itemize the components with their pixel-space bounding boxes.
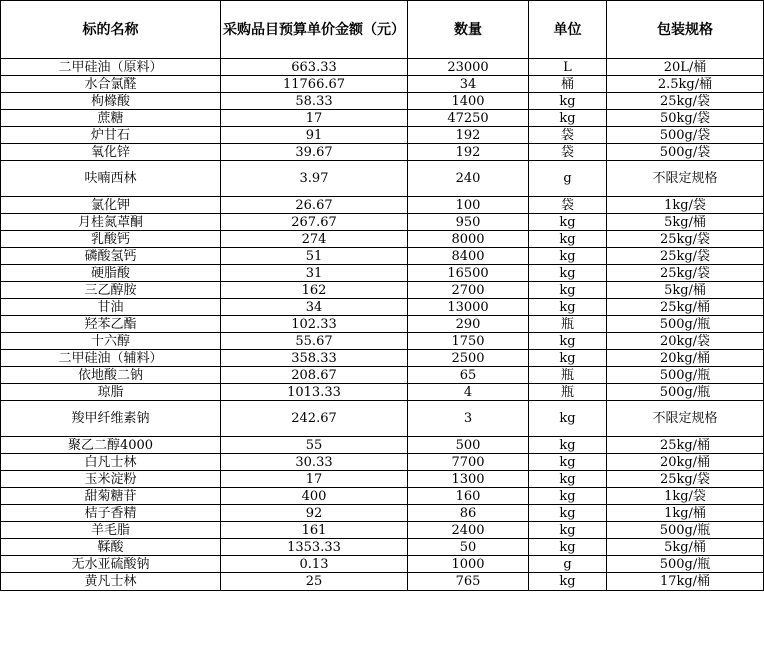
header-quantity: 数量 [408, 1, 529, 59]
packaging-cell: 25kg/桶 [607, 299, 764, 316]
quantity-cell: 765 [408, 573, 529, 591]
packaging-cell: 500g/瓶 [607, 367, 764, 384]
item-name-cell: 三乙醇胺 [1, 282, 221, 299]
packaging-cell: 25kg/袋 [607, 248, 764, 265]
packaging-cell: 25kg/桶 [607, 437, 764, 454]
item-name-cell: 白凡士林 [1, 454, 221, 471]
packaging-cell: 5kg/桶 [607, 282, 764, 299]
packaging-cell: 不限定规格 [607, 401, 764, 437]
table-row [1, 231, 764, 248]
unit-price-cell: 161 [221, 522, 408, 539]
unit-cell: 桶 [529, 76, 607, 93]
unit-cell: kg [529, 214, 607, 231]
item-name-cell: 乳酸钙 [1, 231, 221, 248]
table-row [1, 471, 764, 488]
packaging-cell: 17kg/桶 [607, 573, 764, 591]
quantity-cell: 86 [408, 505, 529, 522]
table-row [1, 299, 764, 316]
quantity-cell: 8400 [408, 248, 529, 265]
packaging-cell: 20kg/袋 [607, 333, 764, 350]
item-name-cell: 羊毛脂 [1, 522, 221, 539]
packaging-cell: 25kg/袋 [607, 93, 764, 110]
unit-price-cell: 3.97 [221, 161, 408, 197]
quantity-cell: 1750 [408, 333, 529, 350]
item-name-cell: 磷酸氢钙 [1, 248, 221, 265]
unit-price-cell: 400 [221, 488, 408, 505]
unit-price-cell: 55.67 [221, 333, 408, 350]
table-row [1, 316, 764, 333]
table-row [1, 556, 764, 573]
unit-price-cell: 208.67 [221, 367, 408, 384]
table-row [1, 144, 764, 161]
quantity-cell: 1000 [408, 556, 529, 573]
quantity-cell: 1300 [408, 471, 529, 488]
quantity-cell: 3 [408, 401, 529, 437]
table-row [1, 282, 764, 299]
unit-cell: kg [529, 282, 607, 299]
item-name-cell: 十六醇 [1, 333, 221, 350]
quantity-cell: 240 [408, 161, 529, 197]
unit-price-cell: 26.67 [221, 197, 408, 214]
unit-price-cell: 58.33 [221, 93, 408, 110]
packaging-cell: 500g/瓶 [607, 316, 764, 333]
unit-cell: kg [529, 110, 607, 127]
item-name-cell: 呋喃西林 [1, 161, 221, 197]
item-name-cell: 依地酸二钠 [1, 367, 221, 384]
header-row [1, 1, 764, 59]
item-name-cell: 氯化钾 [1, 197, 221, 214]
quantity-cell: 4 [408, 384, 529, 401]
packaging-cell: 500g/瓶 [607, 384, 764, 401]
quantity-cell: 100 [408, 197, 529, 214]
quantity-cell: 34 [408, 76, 529, 93]
unit-price-cell: 162 [221, 282, 408, 299]
unit-cell: kg [529, 505, 607, 522]
quantity-cell: 2500 [408, 350, 529, 367]
unit-price-cell: 1353.33 [221, 539, 408, 556]
quantity-cell: 50 [408, 539, 529, 556]
unit-cell: 袋 [529, 127, 607, 144]
unit-cell: 袋 [529, 144, 607, 161]
packaging-cell: 25kg/袋 [607, 471, 764, 488]
unit-cell: kg [529, 350, 607, 367]
item-name-cell: 氧化锌 [1, 144, 221, 161]
unit-cell: kg [529, 248, 607, 265]
packaging-cell: 1kg/袋 [607, 197, 764, 214]
quantity-cell: 290 [408, 316, 529, 333]
unit-price-cell: 17 [221, 471, 408, 488]
unit-cell: g [529, 161, 607, 197]
quantity-cell: 1400 [408, 93, 529, 110]
table-row [1, 454, 764, 471]
packaging-cell: 20kg/桶 [607, 454, 764, 471]
quantity-cell: 47250 [408, 110, 529, 127]
unit-cell: 瓶 [529, 384, 607, 401]
packaging-cell: 500g/袋 [607, 127, 764, 144]
unit-cell: g [529, 556, 607, 573]
packaging-cell: 1kg/桶 [607, 505, 764, 522]
unit-price-cell: 30.33 [221, 454, 408, 471]
item-name-cell: 枸橼酸 [1, 93, 221, 110]
table-row [1, 76, 764, 93]
table-row [1, 573, 764, 591]
table-row [1, 59, 764, 76]
unit-price-cell: 39.67 [221, 144, 408, 161]
table-row [1, 505, 764, 522]
unit-cell: 瓶 [529, 367, 607, 384]
quantity-cell: 23000 [408, 59, 529, 76]
unit-price-cell: 51 [221, 248, 408, 265]
table-row [1, 488, 764, 505]
table-row [1, 350, 764, 367]
header-packaging: 包装规格 [607, 1, 764, 59]
header-unit: 单位 [529, 1, 607, 59]
packaging-cell: 500g/瓶 [607, 556, 764, 573]
unit-cell: kg [529, 539, 607, 556]
packaging-cell: 50kg/袋 [607, 110, 764, 127]
unit-price-cell: 102.33 [221, 316, 408, 333]
item-name-cell: 聚乙二醇4000 [1, 437, 221, 454]
unit-cell: kg [529, 93, 607, 110]
unit-cell: kg [529, 265, 607, 282]
unit-price-cell: 25 [221, 573, 408, 591]
unit-price-cell: 267.67 [221, 214, 408, 231]
table-row [1, 384, 764, 401]
unit-price-cell: 34 [221, 299, 408, 316]
unit-cell: kg [529, 437, 607, 454]
item-name-cell: 甜菊糖苷 [1, 488, 221, 505]
table-row [1, 539, 764, 556]
quantity-cell: 2400 [408, 522, 529, 539]
unit-cell: kg [529, 471, 607, 488]
packaging-cell: 5kg/桶 [607, 539, 764, 556]
unit-cell: 袋 [529, 197, 607, 214]
table-row [1, 265, 764, 282]
quantity-cell: 500 [408, 437, 529, 454]
unit-cell: kg [529, 299, 607, 316]
unit-cell: kg [529, 231, 607, 248]
unit-cell: 瓶 [529, 316, 607, 333]
item-name-cell: 羧甲纤维素钠 [1, 401, 221, 437]
quantity-cell: 160 [408, 488, 529, 505]
unit-cell: kg [529, 333, 607, 350]
quantity-cell: 7700 [408, 454, 529, 471]
packaging-cell: 2.5kg/桶 [607, 76, 764, 93]
quantity-cell: 65 [408, 367, 529, 384]
quantity-cell: 13000 [408, 299, 529, 316]
packaging-cell: 20kg/桶 [607, 350, 764, 367]
unit-cell: L [529, 59, 607, 76]
unit-cell: kg [529, 401, 607, 437]
unit-price-cell: 11766.67 [221, 76, 408, 93]
item-name-cell: 黄凡士林 [1, 573, 221, 591]
packaging-cell: 25kg/袋 [607, 265, 764, 282]
packaging-cell: 20L/桶 [607, 59, 764, 76]
unit-price-cell: 663.33 [221, 59, 408, 76]
unit-price-cell: 91 [221, 127, 408, 144]
unit-price-cell: 31 [221, 265, 408, 282]
item-name-cell: 鞣酸 [1, 539, 221, 556]
table-row [1, 367, 764, 384]
table-row [1, 437, 764, 454]
packaging-cell: 25kg/袋 [607, 231, 764, 248]
table-row [1, 248, 764, 265]
table-row [1, 127, 764, 144]
item-name-cell: 二甲硅油（辅料） [1, 350, 221, 367]
table-row [1, 161, 764, 197]
item-name-cell: 甘油 [1, 299, 221, 316]
table-row [1, 522, 764, 539]
item-name-cell: 月桂氮䓬酮 [1, 214, 221, 231]
unit-cell: kg [529, 488, 607, 505]
table-row [1, 93, 764, 110]
packaging-cell: 5kg/桶 [607, 214, 764, 231]
item-name-cell: 炉甘石 [1, 127, 221, 144]
packaging-cell: 1kg/袋 [607, 488, 764, 505]
unit-price-cell: 358.33 [221, 350, 408, 367]
item-name-cell: 琼脂 [1, 384, 221, 401]
item-name-cell: 蔗糖 [1, 110, 221, 127]
packaging-cell: 500g/袋 [607, 144, 764, 161]
unit-price-cell: 1013.33 [221, 384, 408, 401]
packaging-cell: 不限定规格 [607, 161, 764, 197]
unit-price-cell: 92 [221, 505, 408, 522]
item-name-cell: 水合氯醛 [1, 76, 221, 93]
table-row [1, 401, 764, 437]
quantity-cell: 950 [408, 214, 529, 231]
quantity-cell: 16500 [408, 265, 529, 282]
unit-price-cell: 0.13 [221, 556, 408, 573]
header-item-name: 标的名称 [1, 1, 221, 59]
item-name-cell: 桔子香精 [1, 505, 221, 522]
item-name-cell: 硬脂酸 [1, 265, 221, 282]
unit-price-cell: 274 [221, 231, 408, 248]
header-unit-price: 采购品目预算单价金额（元） [221, 1, 408, 59]
unit-price-cell: 55 [221, 437, 408, 454]
item-name-cell: 无水亚硫酸钠 [1, 556, 221, 573]
item-name-cell: 羟苯乙酯 [1, 316, 221, 333]
quantity-cell: 192 [408, 144, 529, 161]
unit-price-cell: 242.67 [221, 401, 408, 437]
table-row [1, 110, 764, 127]
quantity-cell: 192 [408, 127, 529, 144]
packaging-cell: 500g/瓶 [607, 522, 764, 539]
table-row [1, 333, 764, 350]
unit-cell: kg [529, 573, 607, 591]
item-name-cell: 玉米淀粉 [1, 471, 221, 488]
quantity-cell: 8000 [408, 231, 529, 248]
unit-cell: kg [529, 522, 607, 539]
unit-cell: kg [529, 454, 607, 471]
unit-price-cell: 17 [221, 110, 408, 127]
quantity-cell: 2700 [408, 282, 529, 299]
table-row [1, 197, 764, 214]
item-name-cell: 二甲硅油（原料） [1, 59, 221, 76]
table-row [1, 214, 764, 231]
